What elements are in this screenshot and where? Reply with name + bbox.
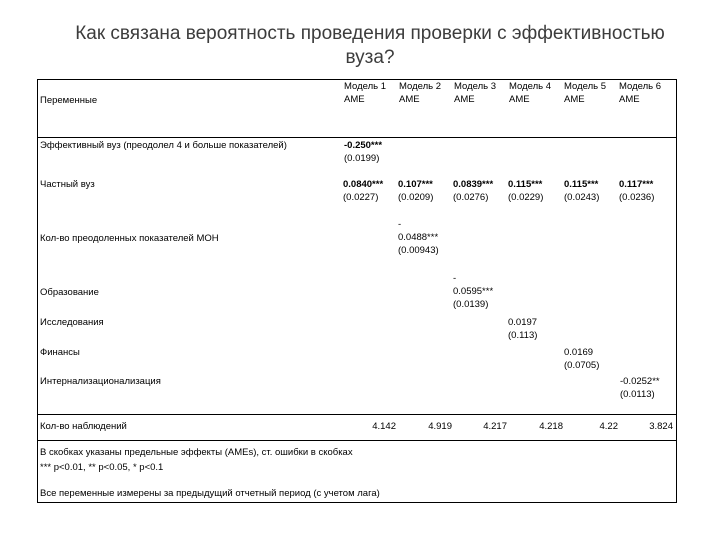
row-label-intl: Интернализационализация <box>40 376 161 387</box>
variables-header: Переменные <box>40 95 98 106</box>
observations-divider <box>37 414 677 415</box>
obs-m2: 4.919 <box>428 421 452 432</box>
header-divider <box>37 137 677 138</box>
cell-effective-m1: -0.250*** (0.0199) <box>344 140 383 164</box>
title-line-1: Как связана вероятность проведения проверки с эффективностью <box>75 23 665 44</box>
row-label-mon: Кол-во преодоленных показателей МОН <box>40 233 219 244</box>
model-5-header: Модель 5 AME <box>564 81 607 105</box>
model-2-header: Модель 2 AME <box>399 81 442 105</box>
row-label-observations: Кол-во наблюдений <box>40 421 127 432</box>
obs-m5: 4.22 <box>599 421 618 432</box>
row-label-private: Частный вуз <box>40 179 95 190</box>
cell-education-m3: - 0.0595*** (0.0139) <box>453 273 494 310</box>
model-4-header: Модель 4 AME <box>509 81 552 105</box>
obs-m6: 3.824 <box>649 421 673 432</box>
model-1-header: Модель 1 AME <box>344 81 387 105</box>
cell-private-m2: 0.107*** (0.0209) <box>398 179 434 203</box>
title-line-2: вуза? <box>345 47 395 68</box>
model-3-header: Модель 3 AME <box>454 81 497 105</box>
cell-finance-m5: 0.0169 (0.0705) <box>564 347 600 371</box>
notes-divider <box>37 440 677 441</box>
slide-title <box>30 22 710 70</box>
cell-mon-m2: - 0.0488*** (0.00943) <box>398 219 439 256</box>
note-significance: *** p<0.01, ** p<0.05, * p<0.1 <box>40 462 164 473</box>
note-lag: Все переменные измерены за предыдущий отчетный период (с учетом лага) <box>40 488 380 499</box>
row-label-finance: Финансы <box>40 347 80 358</box>
cell-private-m3: 0.0839*** (0.0276) <box>453 179 494 203</box>
obs-m3: 4.217 <box>483 421 507 432</box>
cell-private-m5: 0.115*** (0.0243) <box>564 179 600 203</box>
cell-intl-m6: -0.0252** (0.0113) <box>620 376 660 400</box>
model-6-header: Модель 6 AME <box>619 81 662 105</box>
obs-m1: 4.142 <box>372 421 396 432</box>
cell-private-m4: 0.115*** (0.0229) <box>508 179 544 203</box>
cell-private-m1: 0.0840*** (0.0227) <box>343 179 384 203</box>
note-ame: В скобках указаны предельные эффекты (AMEs), ст. ошибки в скобках <box>40 447 353 458</box>
row-label-effective: Эффективный вуз (преодолел 4 и больше показателей) <box>40 140 287 151</box>
cell-private-m6: 0.117*** (0.0236) <box>619 179 655 203</box>
row-label-research: Исследования <box>40 317 104 328</box>
cell-research-m4: 0.0197 (0.113) <box>508 317 538 341</box>
obs-m4: 4.218 <box>539 421 563 432</box>
row-label-education: Образование <box>40 287 99 298</box>
